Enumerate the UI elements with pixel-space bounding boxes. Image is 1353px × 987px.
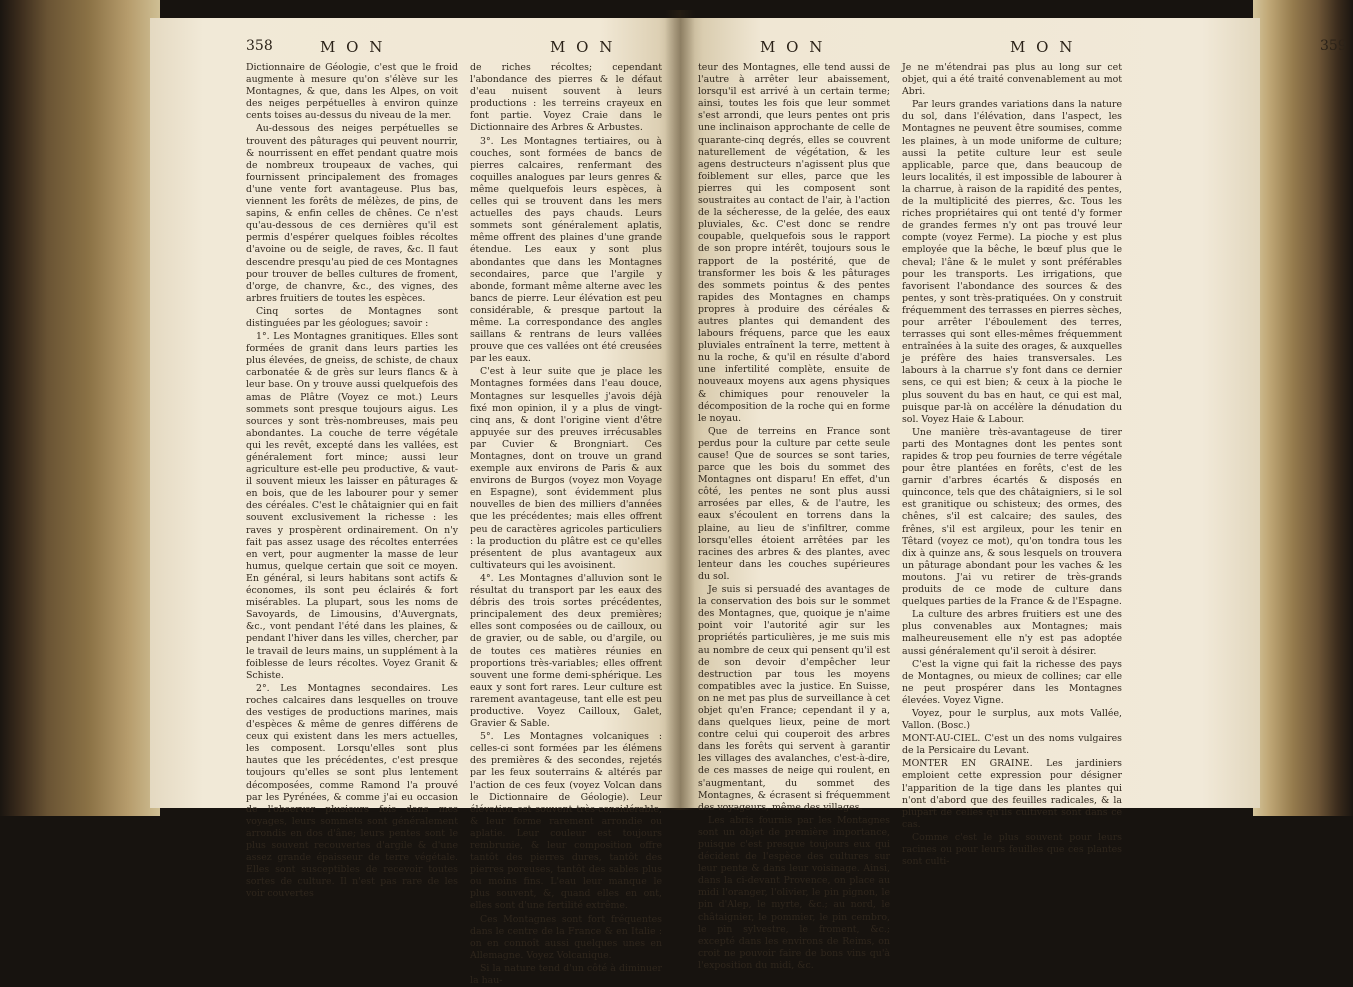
text-paragraph: Cinq sortes de Montagnes sont distinguées par les géologues; savoir :	[246, 305, 458, 329]
text-paragraph: Dictionnaire de Géologie, c'est que le froid augmente à mesure qu'on s'élève sur les Montagnes, & que, dans les Alpes, on voit des neiges perpétuelles à environ quinze cents toises au-dessus du niveau de la mer.	[246, 62, 458, 122]
left-page-column-2	[470, 62, 662, 987]
text-paragraph: Au-dessous des neiges perpétuelles se trouvent des pâturages qui peuvent nourrir, & nourrissent en effet pendant quatre mois de nombreux troupeaux de vaches, qui fournissent principalement des fromages d'une vente fort avantageuse. Plus bas, viennent les forêts de mélèzes, de pins, de sapins, & enfin celles de chênes. Ce n'est qu'au-dessous de ces dernières qu'il est permis d'espérer quelques foibles récoltes d'avoine ou de seigle, de raves, &c. Il faut descendre presqu'au pied de ces Montagnes pour trouver de belles cultures de froment, d'orge, de chanvre, &c., des vignes, des arbres fruitiers de toutes les espèces.	[246, 123, 458, 304]
text-paragraph: teur des Montagnes, elle tend aussi de l'autre à arrêter leur abaissement, lorsqu'il est arrivé à un certain terme; ainsi, toutes les fois que leur sommet s'est arrondi, que leurs pentes ont pris une inclinaison approchante de celle de quarante-cinq degrés, elles se couvrent naturellement de végétation, & les agens destructeurs n'agissent plus que foiblement sur elles, parce que les pierres qui les composent sont soustraites au contact de l'air, à l'action de la sécheresse, de la gelée, des eaux pluviales, &c. C'est donc se rendre coupable, quelquefois sous le rapport de son propre intérêt, toujours sous le rapport de la postérité, que de transformer les bois & les pâturages des sommets pointus & des pentes rapides des Montagnes en champs propres à produire des céréales & autres plantes qui demandent des labours fréquens, parce que les eaux pluviales entraînent la terre, mettent à nu la roche, & qu'il en résulte d'abord une infertilité complète, ensuite de nouveaux moyens aux agens physiques & chimiques pour renouveler la décomposition de la roche qui en forme le noyau.	[698, 62, 890, 424]
text-paragraph: 5°. Les Montagnes volcaniques : celles-ci sont formées par les élémens des premières & des secondes, rejetés par les feux souterrains & altérés par l'action de ces feux (voyez Volcan dans le Dictionnaire de Géologie). Leur élévation est souvent très-considérable, & leur forme rarement arrondie ou aplatie. Leur couleur est toujours rembrunie, & leur composition offre tantôt des pierres dures, tantôt des pierres poreuses, tantôt des sables plus ou moins fins. L'eau leur manque le plus souvent, &, quand elles en ont, elles sont d'une fertilité extrême.	[470, 731, 662, 912]
text-paragraph: Par leurs grandes variations dans la nature du sol, dans l'élévation, dans l'aspect, les Montagnes ne peuvent être soumises, comme les plaines, à un mode uniforme de culture; aussi la petite culture leur est seule applicable, parce que, dans beaucoup de leurs localités, il est impossible de labourer à la charrue, à raison de la rapidité des pentes, de la multiplicité des pierres, &c. Tous les riches propriétaires qui ont tenté d'y former de grandes fermes n'y ont pas trouvé leur compte (voyez Ferme). La pioche y est plus employée que la bêche, le bœuf plus que le cheval; l'âne & le mulet y sont préférables pour les transports. Les irrigations, que favorisent l'abondance des sources & des pentes, y sont très-pratiquées. On y construit fréquemment des terrasses en pierres sèches, pour arrêter l'éboulement des terres, terrasses qui sont elles-mêmes fréquemment entraînées à la suite des orages, & auxquelles je préfère des haies transversales. Les labours à la charrue s'y font dans ce dernier sens, ce qui est bien; & ceux à la pioche le plus souvent du bas en haut, ce qui est mal, puisque par-là on accélère la dénudation du sol. Voyez Haie & Labour.	[902, 99, 1122, 425]
text-paragraph: C'est à leur suite que je place les Montagnes formées dans l'eau douce, Montagnes sur lesquelles j'avois déjà fixé mon opinion, il y a plus de vingt-cinq ans, & dont l'origine vient d'être appuyée sur des preuves irrécusables par Cuvier & Brongniart. Ces Montagnes, dont on trouve un grand exemple aux environs de Paris & aux environs de Burgos (voyez mon Voyage en Espagne), sont évidemment plus nouvelles de bien des milliers d'années que les précédentes; mais elles offrent peu de caractères agricoles particuliers : la production du plâtre est ce qu'elles présentent de plus avantageux aux cultivateurs qui les avoisinent.	[470, 366, 662, 571]
left-page-number: 358	[246, 38, 273, 54]
text-paragraph: Que de terreins en France sont perdus pour la culture par cette seule cause! Que de sources se sont taries, parce que les bois du sommet des Montagnes ont disparu! En effet, d'un côté, les pentes ne sont plus aussi arrosées par elles, & de l'autre, les eaux s'écoulent en torrens dans la plaine, au lieu de s'infiltrer, comme lorsqu'elles étoient arrêtées par les racines des arbres & des plantes, avec lenteur dans les couches supérieures du sol.	[698, 425, 890, 582]
text-paragraph: La culture des arbres fruitiers est une des plus convenables aux Montagnes; mais malheureusement elle n'y est pas adoptée aussi généralement qu'il seroit à désirer.	[902, 609, 1122, 657]
text-paragraph: 1°. Les Montagnes granitiques. Elles sont formées de granit dans leurs parties les plus élevées, de gneiss, de schiste, de chaux carbonatée & de grès sur leurs flancs & à leur base. On y trouve aussi quelquefois des amas de Plâtre (Voyez ce mot.) Leurs sommets sont presque toujours aigus. Les sources y sont très-nombreuses, mais peu abondantes. La couche de terre végétale qui les revêt, excepté dans les vallées, est généralement fort mince; aussi leur agriculture est-elle peu productive, & vaut-il souvent mieux les laisser en pâturages & en bois, que de les labourer pour y semer des céréales. C'est le châtaignier qui en fait souvent exclusivement la richesse : les raves y prospèrent ordinairement. On n'y fait pas assez usage des récoltes enterrées en vert, pour augmenter la masse de leur humus, quelque certain que soit ce moyen. En général, si leurs habitans sont actifs & économes, ils sont peu éclairés & fort misérables. La plupart, sous les noms de Savoyards, de Limousins, d'Auvergnats, &c., vont pendant l'été dans les plaines, & pendant l'hiver dans les villes, chercher, par le travail de leurs mains, un supplément à la foiblesse de leurs récoltes. Voyez Granit & Schiste.	[246, 331, 458, 681]
text-paragraph: 4°. Les Montagnes d'alluvion sont le résultat du transport par les eaux des débris des trois sortes précédentes, principalement des deux premières; elles sont composées ou de cailloux, ou de gravier, ou de sable, ou d'argile, ou de toutes ces matières réunies en proportions très-variables; elles offrent souvent une forme demi-sphérique. Les eaux y sont fort rares. Leur culture est rarement avantageuse, tant elle est peu productive. Voyez Cailloux, Galet, Gravier & Sable.	[470, 572, 662, 730]
right-page-number: 359	[1320, 38, 1347, 54]
text-paragraph: 2°. Les Montagnes secondaires. Les roches calcaires dans lesquelles on trouve des vestiges de productions marines, mais d'espèces & même de genres différens de ceux qui existent dans les mers actuelles, les composent. Lorsqu'elles sont plus hautes que les précédentes, c'est presque toujours qu'elles se sont plus lentement décomposées, comme Ramond l'a prouvé par les Pyrénées, & comme j'ai eu occasion de l'observer plusieurs fois dans mes voyages, leurs sommets sont généralement arrondis en dos d'âne; leurs pentes sont le plus souvent recouvertes d'argile & d'une assez grande épaisseur de terre végétale. Elles sont susceptibles de recevoir toutes sortes de culture. Il n'est pas rare de les voir couvertes	[246, 682, 458, 900]
text-paragraph: C'est la vigne qui fait la richesse des pays de Montagnes, ou mieux de collines; car elle ne peut prospérer dans les Montagnes élevées. Voyez Vigne.	[902, 658, 1122, 706]
text-paragraph: Les abris fournis par les Montagnes sont un objet de première importance, puisque c'est presque toujours eux qui décident de l'espèce des cultures sur leur pente & dans leur voisinage. Ainsi, dans la ci-devant Provence, on place au midi l'oranger, l'olivier, le pin pignon, le pin d'Alep, le myrte, &c.; au nord, le châtaignier, le pommier, le pin cembro, le pin sylvestre, le froment, &c.; excepté dans les environs de Reims, on croit ne pouvoir faire de bons vins qu'à l'exposition du midi, &c.	[698, 814, 890, 971]
book-edge-right	[1253, 0, 1353, 816]
text-paragraph: Une manière très-avantageuse de tirer parti des Montagnes dont les pentes sont rapides & trop peu fournies de terre végétale pour être plantées en forêts, c'est de les garnir d'arbres écartés & disposés en quinconce, tels que des châtaigniers, si le sol est granitique ou schisteux; des ormes, des chênes, s'il est calcaire; des saules, des frênes, s'il est argileux, pour les tenir en Têtard (voyez ce mot), qu'on tondra tous les dix à quinze ans, & sous lesquels on trouvera un pâturage abondant pour les vaches & les moutons. J'ai vu retirer de très-grands produits de ce mode de culture dans quelques parties de la France & de l'Espagne.	[902, 426, 1122, 608]
left-page-column-1	[246, 62, 458, 900]
book-gutter	[665, 10, 695, 810]
right-page-column-1	[698, 62, 890, 971]
text-paragraph: Voyez, pour le surplus, aux mots Vallée, Vallon. (Bosc.)	[902, 707, 1122, 732]
left-running-head: M O N	[320, 38, 386, 56]
text-paragraph: de riches récoltes; cependant l'abondance des pierres & le défaut d'eau nuisent souvent à leurs productions : les terreins crayeux en font partie. Voyez Craie dans le Dictionnaire des Arbres & Arbustes.	[470, 62, 662, 134]
text-paragraph: 3°. Les Montagnes tertiaires, ou à couches, sont formées de bancs de pierres calcaires, renfermant des coquilles analogues par leurs genres & même quelquefois leurs espèces, à celles qui se trouvent dans les mers actuelles des pays chauds. Leurs sommets sont généralement aplatis, même offrent des plaines d'une grande étendue. Les eaux y sont plus abondantes que dans les Montagnes secondaires, parce que l'argile y abonde, formant même alterne avec les bancs de pierre. Leur élévation est peu considérable, & presque partout la même. La correspondance des angles saillans & rentrans de leurs vallées prouve que ces vallées ont été creusées par les eaux.	[470, 135, 662, 365]
dictionary-entry: MONT-AU-CIEL. C'est un des noms vulgaires de la Persicaire du Levant.	[902, 733, 1122, 757]
book-edge-left	[0, 0, 160, 816]
text-paragraph: Ces Montagnes sont fort fréquentes dans le centre de la France & en Italie : on en connoît aussi quelques unes en Allemagne. Voyez Volcanique.	[470, 913, 662, 961]
text-paragraph: Je ne m'étendrai pas plus au long sur cet objet, qui a été traité convenablement au mot Abri.	[902, 62, 1122, 98]
text-paragraph: Si la nature tend d'un côté à diminuer la hau-	[470, 962, 662, 987]
left-column-head: M O N	[550, 38, 616, 56]
right-page-column-2	[902, 62, 1122, 868]
right-running-head: M O N	[1010, 38, 1076, 56]
right-column-head: M O N	[760, 38, 826, 56]
text-paragraph: Comme c'est le plus souvent pour leurs racines ou pour leurs feuilles que ces plantes sont culti-	[902, 831, 1122, 868]
dictionary-entry: MONTER EN GRAINE. Les jardiniers emploient cette expression pour désigner l'apparition de la tige dans les plantes qui n'ont d'abord que des feuilles radicales, & la plupart de celles qu'ils cultivent sont dans ce cas.	[902, 758, 1122, 830]
text-paragraph: Je suis si persuadé des avantages de la conservation des bois sur le sommet des Montagnes, que, quoique je n'aime point voir l'autorité agir sur les propriétés particulières, je me suis mis au nombre de ceux qui pensent qu'il est de son devoir d'empêcher leur destruction par tous les moyens compatibles avec la justice. En Suisse, on ne met pas plus de surveillance à cet objet qu'en France; cependant il y a, dans quelques lieux, peine de mort contre celui qui couperoit des arbres dans les forêts qui servent à garantir les villages des avalanches, c'est-à-dire, de ces masses de neige qui roulent, en s'augmentant, du sommet des Montagnes, & écrasent si fréquemment des voyageurs, même des villages.	[698, 584, 890, 813]
